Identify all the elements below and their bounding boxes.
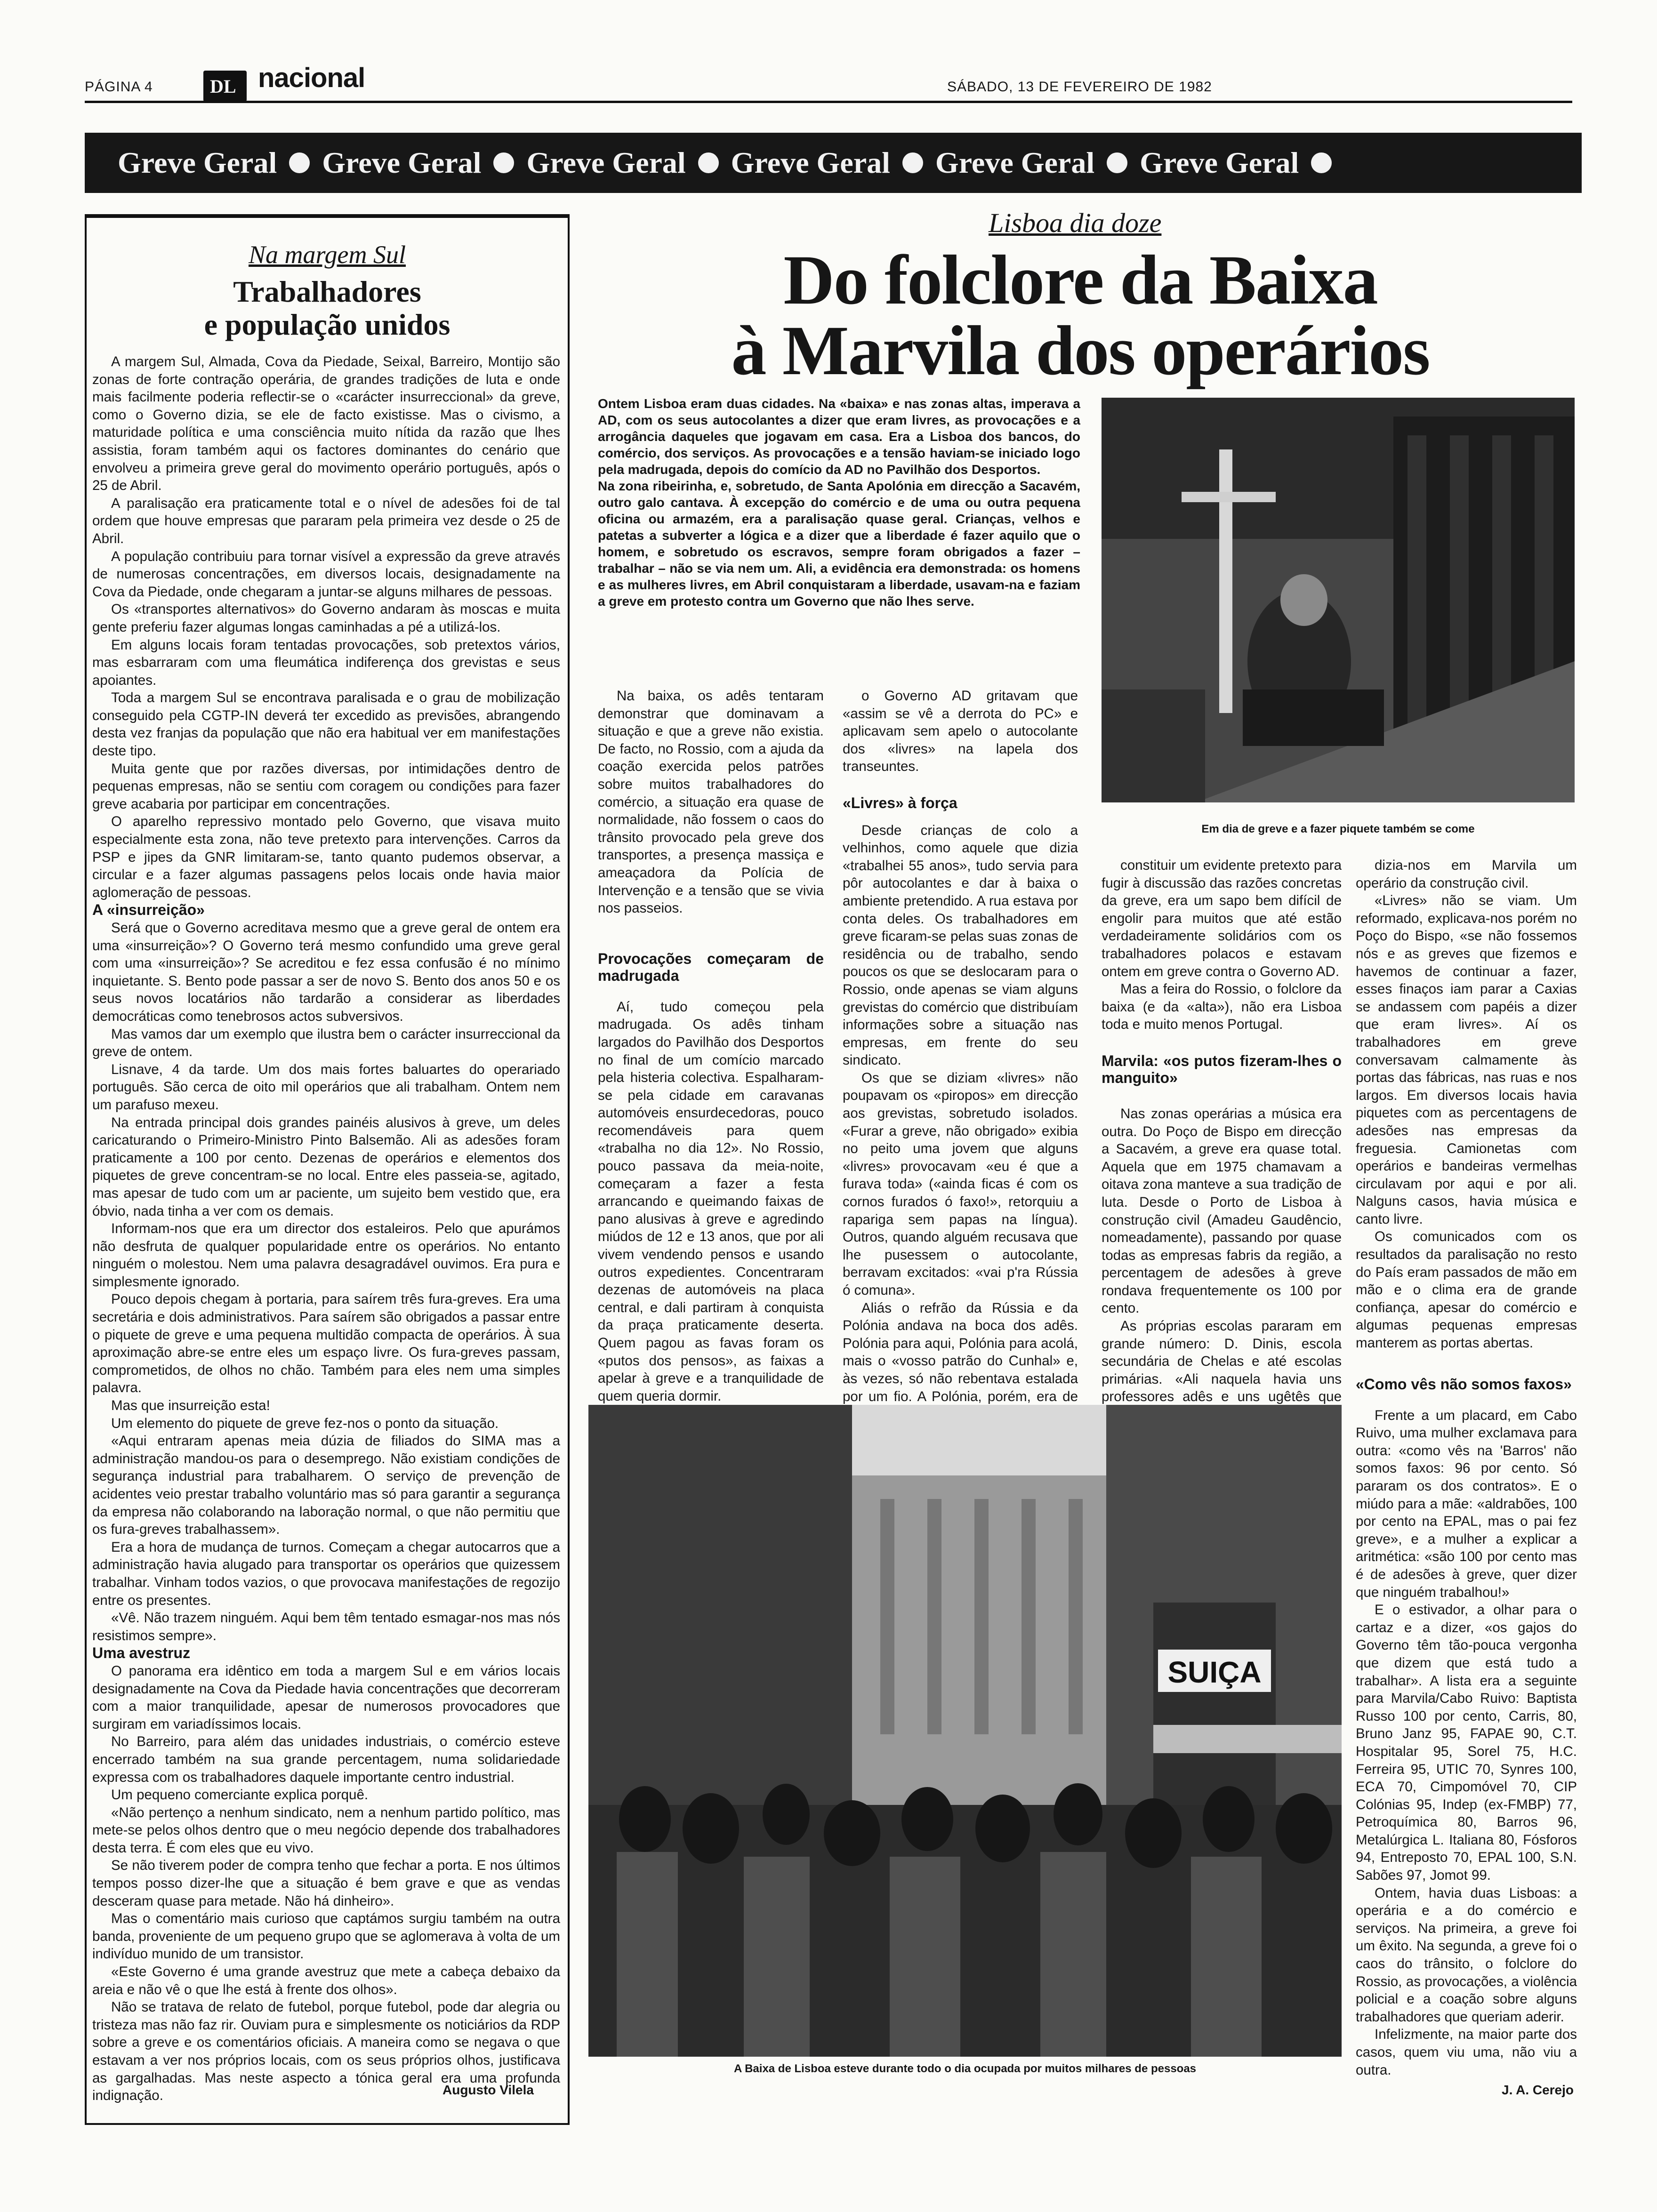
banner-item: Greve Geral	[731, 146, 890, 179]
paragraph: Aliás o refrão da Rússia e da Polónia andava na boca dos adês. Polónia para aqui, Polónia para acolá, mais o «vosso patrão do Cunhal» e, às vezes, só não rebentava estalada por um fio. A Polónia, porém, era de	[843, 1300, 1078, 1404]
suica-sign: SUIÇA	[1167, 1655, 1262, 1689]
paragraph: Mas o comentário mais curioso que captámos surgiu também na outra banda, proveniente de um pequeno grupo que se aglomerava à volta de um indivíduo munido de um transistor.	[92, 1911, 560, 1962]
paragraph: Muita gente que por razões diversas, por intimidações dentro de pequenas empresas, não se sentiu com coragem ou condições para fazer greve acabaria por participar em concentrações.	[92, 761, 560, 812]
paragraph: Um pequeno comerciante explica porquê.	[111, 1787, 369, 1803]
side-article-title	[85, 275, 570, 341]
paragraph: Os que se diziam «livres» não poupavam os «piropos» em direcção aos grevistas, sobretudo isolados. «Furar a greve, não obrigado» exibia no peito uma jovem que alguns «livres» provocavam «eu é que a furava toda» («ainda ficas é com os cornos furados ó faxo!», retorquiu a rapariga sem papas na língua). Outros, quando alguém recusava que lhe pusessem o autocolante, berravam excitados: «vai p'ra Rússia ó comuna».	[843, 1070, 1078, 1298]
baixa-photo-caption: A Baixa de Lisboa esteve durante todo o dia ocupada por muitos milhares de pessoas	[733, 2062, 1197, 2075]
side-title-line: e população unidos	[204, 308, 450, 341]
header-rule	[85, 101, 1572, 103]
side-article-signature: Augusto Vilela	[442, 2083, 534, 2097]
paragraph: A paralisação era praticamente total e o nível de adesões foi de tal ordem que houve empresas que pararam pela primeira vez desde o 25 de Abril.	[92, 495, 560, 546]
paragraph: Mas vamos dar um exemplo que ilustra bem o carácter insurreccional da greve de ontem.	[92, 1026, 560, 1060]
paragraph: Na entrada principal dois grandes painéis alusivos à greve, um deles caricaturando o Primeiro-Ministro Pinto Balsemão. Ali as adesões foram praticamente a 100 por cento. Dezenas de operários e elementos dos piquetes de greve concentram-se no local. Entre eles passeia-se, agitado, mas apesar de tudo com um ar paciente, um sujeito bem vestido que, era óbvio, nada tinha a ver com os demais.	[92, 1114, 560, 1219]
main-title-line: Do folclore da Baixa	[783, 241, 1377, 319]
main-column-b	[843, 687, 1078, 1404]
banner-item: Greve Geral	[322, 146, 482, 179]
greve-geral-banner	[85, 133, 1582, 193]
subheading: «Livres» à força	[843, 794, 957, 811]
subheading: Provocações começaram de madrugada	[598, 950, 824, 984]
paragraph: Não se tratava de relato de futebol, porque futebol, pode dar alegria ou tristeza mas não faz rir. Ouviam pura e simplesmente os noticiários da RDP sobre a greve e os comentários oficiais. A maneira como se negava o que estavam a ver nos próprios locais, com os seus próprios olhos, justificava as gargalhadas. Mas neste aspecto a tónica geral era uma profunda indignação.	[92, 1999, 560, 2104]
main-title-line: à Marvila dos operários	[731, 312, 1430, 390]
paragraph: Ontem, havia duas Lisboas: a operária e a do comércio e serviços. Na primeira, a greve foi um êxito. Na segunda, a greve foi o caos do trânsito, o folclore do Rossio, as provocações, a violência policial e a coação sobre alguns trabalhadores que queriam aderir.	[1356, 1885, 1577, 2025]
paragraph: Aí, tudo começou pela madrugada. Os adês tinham largados do Pavilhão dos Desportos no final de um comício marcado pela histeria colectiva. Espalharam-se pela cidade em caravanas automóveis ensurdecedoras, pouco recomendáveis para quem «trabalha no dia 12». No Rossio, pouco passava da meia-noite, começaram a fazer a festa arrancando e queimando faixas de pano alusivas à greve e agredindo miúdos de 12 e 13 anos, que por ali vivem vendendo pensos e usando outros expedientes. Concentraram dezenas de automóveis na placa central, e dali partiram à conquista da praça praticamente deserta. Quem pagou as favas foram os «putos dos pensos», as faixas a apelar à greve e a tranquilidade de quem queria dormir.	[598, 999, 824, 1404]
paragraph: A margem Sul, Almada, Cova da Piedade, Seixal, Barreiro, Montijo são zonas de forte contração operária, de grandes tradições de luta e onde mais facilmente poderia reflectir-se o «carácter insurreccional» da greve, como o Governo dizia, se ele de facto existisse. Mas o civismo, a maturidade política e uma consciência muito nítida da razão que lhes assistia, foram também aqui os factores dominantes do cenário que envolveu a primeira greve geral do movimento operário português, após o 25 de Abril.	[92, 354, 560, 494]
paragraph: Frente a um placard, em Cabo Ruivo, uma mulher exclamava para outra: «como vês na 'Barros' não somos faxos: 96 por cento. Só pararam os dos contratos». E o miúdo para a mãe: «aldrabões, 100 por cento na EPAL, mas o pai fez greve», e a mulher a explicar a aritmética: «são 100 por cento mas é de adesões à greve, quer dizer que ninguém trabalhou!»	[1356, 1407, 1577, 1600]
paragraph: Em alguns locais foram tentadas provocações, sob pretextos vários, mas esbarraram com uma fleumática indiferença dos grevistas e seus apoiantes.	[92, 637, 560, 688]
paragraph: «Aqui entraram apenas meia dúzia de filiados do SIMA mas a administração mandou-os para o desemprego. Não existiam condições de segurança industrial para trabalharem. O serviço de prevenção de acidentes veio prestar trabalho voluntário mas só para garantir a segurança da empresa não colaborando na laboração normal, o que não permitiu que os fura-greves trabalhassem».	[92, 1433, 560, 1538]
subheading: «Como vês não somos faxos»	[1356, 1375, 1572, 1393]
paragraph: No Barreiro, para além das unidades industriais, o comércio esteve encerrado também na sua grande percentagem, numa solidariedade expressa com os trabalhadores daquele importante centro industrial.	[92, 1734, 560, 1785]
main-article-lead	[598, 395, 1080, 687]
picket-photo-caption: Em dia de greve e a fazer piquete também se come	[1201, 823, 1475, 835]
picket-photo	[1102, 398, 1575, 802]
paragraph: Um elemento do piquete de greve fez-nos o ponto da situação.	[111, 1415, 499, 1431]
baixa-crowd-image	[588, 1405, 1342, 2057]
paragraph: Desde crianças de colo a velhinhos, como aquele que dizia «trabalhei 55 anos», tudo servia para pôr autocolantes e dar à baixa o ambiente pretendido. A rua estava por conta deles. Os trabalhadores em greve ficaram-se pelas suas zonas de residência ou de trabalho, sendo poucos os que se deslocaram para o Rossio, onde apenas se viam alguns grevistas do comércio que distribuíam informações sobre a situação nas empresas, em frente do seu sindicato.	[843, 822, 1078, 1068]
main-article-title	[584, 241, 1577, 390]
banner-item: Greve Geral	[935, 146, 1095, 179]
paragraph: Será que o Governo acreditava mesmo que a greve geral de ontem era uma «insurreição»? O Governo terá mesmo confundido uma greve geral com uma «insurreição»? Se acreditou e fez essa confusão é no mínimo inquietante. S. Bento pode passar a ser de novo S. Bento dos anos 50 e os seus novos locatários não tardarão a considerar as liberdades democráticas como tenebrosos actos subversivos.	[92, 920, 560, 1024]
paragraph: O panorama era idêntico em toda a margem Sul e em vários locais designadamente na Cova da Piedade havia concentrações que decorreram com a maior tranquilidade, apesar de numerosos provocadores que surgiram em variadíssimos locais.	[92, 1663, 560, 1732]
baixa-crowd-photo	[588, 1405, 1342, 2057]
banner-item: Greve Geral	[526, 146, 686, 179]
lead-paragraph: Ontem Lisboa eram duas cidades. Na «baixa» e nas zonas altas, imperava a AD, com os seus autocolantes a dizer que eram livres, as provocações e a arrogância daqueles que jogavam em casa. Era a Lisboa dos bancos, do comércio, dos serviços. As provocações e a tensão haviam-se iniciado logo pela madrugada, depois do comício da AD no Pavilhão dos Desportos.	[598, 396, 1080, 477]
bullet-dot-icon	[902, 152, 923, 173]
paragraph: As próprias escolas pararam em grande número: D. Dinis, escola secundária de Chelas e até escolas primárias. «Ali naquela havia uns professores adês e uns ugêtês que	[1102, 1318, 1342, 1405]
main-column-d	[1356, 857, 1577, 2078]
paragraph: Informam-nos que era um director dos estaleiros. Pelo que apurámos não desfruta de qualquer popularidade entre os operários. No entanto ninguém o molestou. Nem uma palavra desagradável ouvimos. Era pura e simplesmente ignorado.	[92, 1221, 560, 1290]
subheading: A «insurreição»	[92, 901, 205, 919]
main-column-a	[598, 687, 824, 1404]
bullet-dot-icon	[1311, 152, 1332, 173]
paragraph: O aparelho repressivo montado pelo Governo, que visava muito especialmente esta zona, não teve pretexto para intervenções. Carros da PSP e jipes da GNR limitaram-se, tanto quanto pudemos observar, a circular e a fazer algumas passagens pelos locais onde havia maior aglomeração de pessoas.	[92, 814, 560, 900]
issue-date: SÁBADO, 13 DE FEVEREIRO DE 1982	[947, 79, 1212, 95]
side-article-kicker: Na margem Sul	[249, 240, 406, 269]
paragraph: «Este Governo é uma grande avestruz que mete a cabeça debaixo da areia e não vê o que lhe está à frente dos olhos».	[92, 1964, 560, 1997]
banner-item: Greve Geral	[118, 146, 277, 179]
paragraph: Se não tiverem poder de compra tenho que fechar a porta. E nos últimos tempos posso dizer-lhe que a situação é bem grave e que as vendas desceram quase para metade. Não há dinheiro».	[92, 1858, 560, 1909]
paragraph: Lisnave, 4 da tarde. Um dos mais fortes baluartes do operariado português. São cerca de oito mil operários que ali trabalham. Ontem nem um parafuso mexeu.	[92, 1061, 560, 1113]
paragraph: constituir um evidente pretexto para fugir à discussão das razões concretas da greve, era um sapo bem difícil de engolir para muitos que até estão verdadeiramente solidários com os trabalhadores polacos e estavam ontem em greve contra o Governo AD.	[1102, 858, 1342, 979]
subheading: Marvila: «os putos fizeram-lhes o manguito»	[1102, 1052, 1342, 1086]
paragraph: «Não pertenço a nenhum sindicato, nem a nenhum partido político, mas mete-se pelos olhos dentro que o meu negócio depende dos trabalhadores desta terra. É com eles que eu vivo.	[92, 1804, 560, 1856]
paragraph: E o estivador, a olhar para o cartaz e a dizer, «os gajos do Governo têm tão-pouca vergonha que dizem que está tudo a trabalhar». A lista era a seguinte para Marvila/Cabo Ruivo: Baptista Russo 100 por cento, Carris, 80, Bruno Janz 95, FAPAE 90, C.T. Hospitalar 95, Sorel 75, H.C. Ferreira 95, UTIC 70, Synres 100, ECA 70, Cimpomóvel 70, CIP Colónias 95, Indep (ex-FMBP) 77, Petroquímica 80, Barros 96, Metalúrgica L. Italiana 80, Fósforos 94, Entreposto 70, EPAL 100, S.N. Sabões 97, Jomot 99.	[1356, 1602, 1577, 1883]
bullet-dot-icon	[493, 152, 514, 173]
newspaper-logo	[203, 71, 247, 102]
paragraph: Pouco depois chegam à portaria, para saírem três fura-greves. Era uma secretária e dois administrativos. Para saírem são obrigados a passar entre o piquete de greve e uma pequena multidão compacta de operários. À sua aproximação abre-se entre eles um espaço livre. Os fura-greves passam, comprometidos, de olhos no chão. Também para eles nem uma simples palavra.	[92, 1291, 560, 1396]
paragraph: Na baixa, os adês tentaram demonstrar que dominavam a situação e que a greve não existia. De facto, no Rossio, com a ajuda da coação exercida pelos patrões sobre muitos trabalhadores do comércio, a situação era quase de normalidade, não fossem o caos do trânsito provocado pela greve dos transportes, a presença massiça e ameaçadora da Polícia de Intervenção e a tensão que se vivia nos passeios.	[598, 688, 824, 916]
bullet-dot-icon	[698, 152, 719, 173]
paragraph: Nas zonas operárias a música era outra. Do Poço de Bispo em direcção a Sacavém, a greve era quase total. Aquela que em 1975 chamavam a oitava zona manteve a sua tradição de luta. Desde o Porto de Lisboa à construção civil (Amadeu Gaudêncio, nomeadamente), passando por quase todas as empresas fabris da região, a percentagem de adesões à greve rondava frequentemente os 100 por cento.	[1102, 1106, 1342, 1316]
main-article-signature: J. A. Cerejo	[1502, 2083, 1574, 2097]
paragraph: Os comunicados com os resultados da paralisação no resto do País eram passados de mão em mão e o clima era de grande confiança, apesar do comércio e algumas pequenas empresas manterem as portas abertas.	[1356, 1229, 1577, 1351]
paragraph: Era a hora de mudança de turnos. Começam a chegar autocarros que a administração havia alugado para transportar os operários que quizessem trabalhar. Vinham todos vazios, o que provocava manifestações de regozijo entre os presentes.	[92, 1539, 560, 1608]
banner-item: Greve Geral	[1140, 146, 1299, 179]
paragraph: Os «transportes alternativos» do Governo andaram às moscas e muita gente preferiu fazer algumas longas caminhadas a pé a utilizá-los.	[92, 601, 560, 635]
paragraph: Toda a margem Sul se encontrava paralisada e o grau de mobilização conseguido pela CGTP-IN deverá ter excedido as previsões, abrangendo desta vez franjas da população que não era habitual ver em manifestações deste tipo.	[92, 690, 560, 759]
lead-paragraph: Na zona ribeirinha, e, sobretudo, de Santa Apolónia em direcção a Sacavém, outro galo cantava. À excepção do comércio e de uma ou outra pequena oficina ou armazém, era a paralisação quase geral. Crianças, velhos e patetas a subverter a lógica e a dizer que a liberdade é fazer aquilo que o homem, e sobretudo os escravos, sempre foram obrigados a fazer – trabalhar – não se via nem um. Ali, a evidência era demonstrada: os homens e as mulheres livres, em Abril conquistaram a liberdade, usavam-na e faziam a greve em protesto contra um Governo que não lhes serve.	[598, 479, 1080, 609]
picket-photo-image	[1102, 398, 1575, 802]
paragraph: Mas a feira do Rossio, o folclore da baixa (e da «alta»), não era Lisboa toda e muito menos Portugal.	[1102, 981, 1342, 1033]
paragraph: «Vê. Não trazem ninguém. Aqui bem têm tentado esmagar-nos mas nós resistimos sempre».	[92, 1610, 560, 1643]
side-title-line: Trabalhadores	[233, 275, 421, 308]
paragraph: «Livres» não se viam. Um reformado, explicava-nos porém no Poço do Bispo, «se não fossemos nós e as greves que fizemos e havemos de continuar a fazer, esses finaços iam parar a Caxias se andassem com papéis a dizer que eram livres». Aí os trabalhadores em greve conversavam calmamente às portas das fábricas, nas ruas e nos largos. Em diversos locais havia piquetes com as percentagens de adesões nas empresas da freguesia. Camionetas com operários e bandeiras vermelhas circulavam por aqui e por ali. Nalguns casos, havia música e canto livre.	[1356, 893, 1577, 1227]
paragraph: A população contribuiu para tornar visível a expressão da greve através de numerosas concentrações, em diversos locais, designadamente na Cova da Piedade, onde chegaram a juntar-se alguns milhares de pessoas.	[92, 548, 560, 600]
section-name: nacional	[258, 63, 365, 93]
main-article-kicker: Lisboa dia doze	[989, 208, 1162, 238]
page-number: PÁGINA 4	[85, 79, 153, 95]
bullet-dot-icon	[1107, 152, 1127, 173]
paragraph: Infelizmente, na maior parte dos casos, quem viu uma, não viu a outra.	[1356, 2027, 1577, 2078]
logo-text: DL	[210, 76, 236, 97]
paragraph: o Governo AD gritavam que «assim se vê a derrota do PC» e aplicavam sem apelo o autocolante dos «livres» na lapela dos transeuntes.	[843, 688, 1078, 775]
paragraph: Mas que insurreição esta!	[111, 1398, 270, 1414]
main-column-c	[1102, 857, 1342, 1405]
paragraph: dizia-nos em Marvila um operário da construção civil.	[1356, 858, 1577, 891]
subheading: Uma avestruz	[92, 1644, 191, 1662]
bullet-dot-icon	[289, 152, 310, 173]
